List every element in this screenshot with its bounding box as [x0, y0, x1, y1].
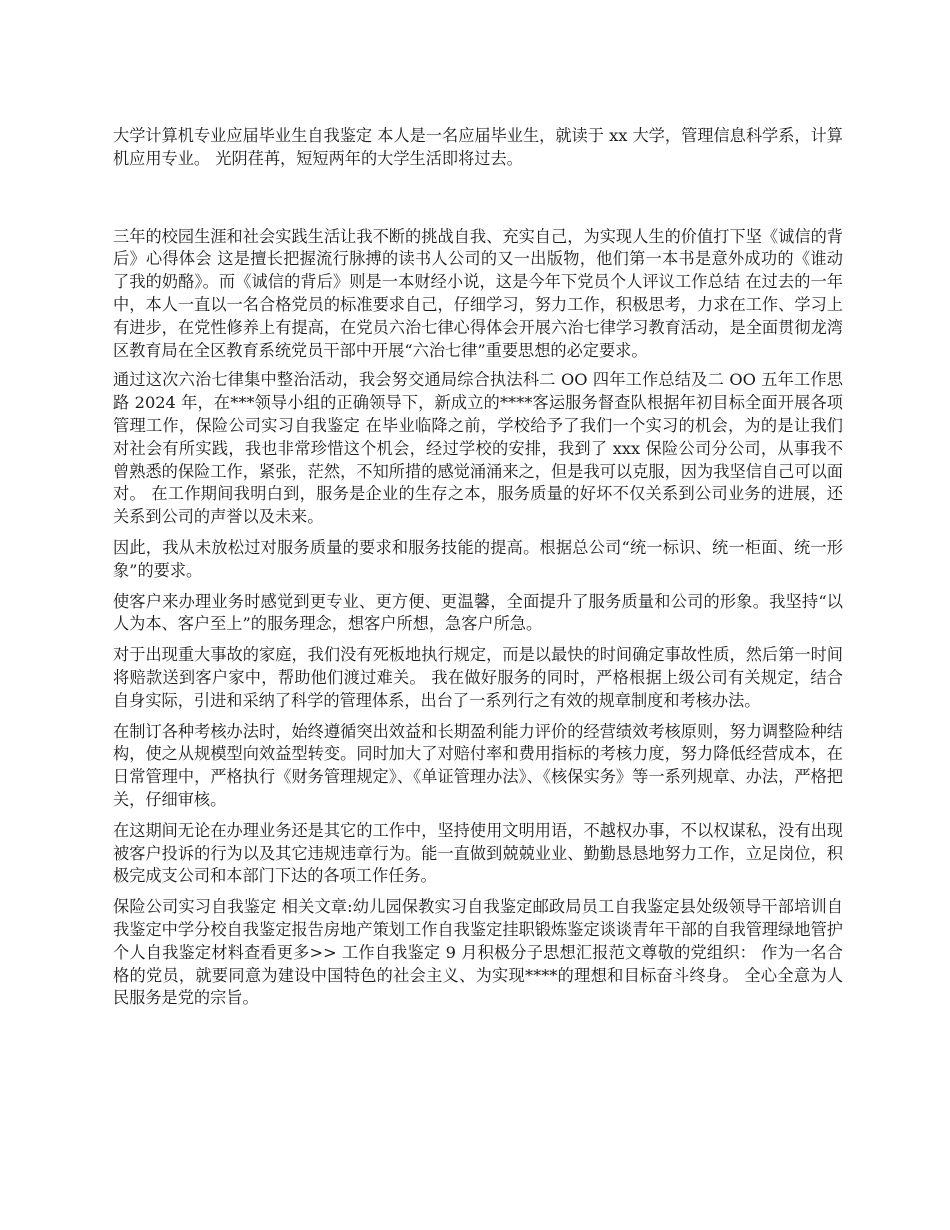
paragraph-conduct: 在这期间无论在办理业务还是其它的工作中，坚持使用文明用语，不越权办事，不以权谋私，没有出现被客户投诉的行为以及其它违规违章行为。能一直做到兢兢业业、勤勤恳恳地努力工作，立足岗位，积极完成支公司和本部门下达的各项工作任务。 — [113, 820, 843, 886]
paragraph-related-articles: 保险公司实习自我鉴定 相关文章:幼儿园保教实习自我鉴定邮政局员工自我鉴定县处级领导干部培训自我鉴定中学分校自我鉴定报告房地产策划工作自我鉴定挂职锻炼鉴定谈谈青年干部的自我管理绿地管护个人自我鉴定材料查看更多>> 工作自我鉴定 9 月积极分子思想汇报范文尊敬的党组织： 作为一名合格的党员，就要同意为建设中国特色的社会主义、为实现****的理想和目标奋斗终身。 全心全意为人民服务是党的宗旨。 — [113, 897, 843, 1008]
paragraph-accident-handling: 对于出现重大事故的家庭，我们没有死板地执行规定，而是以最快的时间确定事故性质，然后第一时间将赔款送到客户家中，帮助他们渡过难关。 我在做好服务的同时，严格根据上级公司有关规定，结合自身实际，引进和采纳了科学的管理体系，出台了一系列行之有效的规章制度和考核办法。 — [113, 645, 843, 710]
paragraph-intro: 大学计算机专业应届毕业生自我鉴定 本人是一名应届毕业生，就读于 xx 大学，管理信息科学系，计算机应用专业。 光阴荏苒，短短两年的大学生活即将过去。 — [113, 126, 843, 168]
paragraph-campus-life: 三年的校园生涯和社会实践生活让我不断的挑战自我、充实自己，为实现人生的价值打下坚《诚信的背后》心得体会 这是擅长把握流行脉搏的读书人公司的又一出版物，他们第一本书是意外成功的《谁动了我的奶酪》。而《诚信的背后》则是一本财经小说，这是今年下党员个人评议工作总结 在过去的一年中，本人一直以一名合格党员的标准要求自己，仔细学习，努力工作，积极思考，力求在工作、学习上有进步，在党性修养上有提高，在党员六治七律心得体会开展六治七律学习教育活动，是全面贯彻龙湾区教育局在全区教育系统党员干部中开展“六治七律”重要思想的必定要求。 — [113, 226, 843, 360]
paragraph-assessment: 在制订各种考核办法时，始终遵循突出效益和长期盈利能力评价的经营绩效考核原则，努力调整险种结构，使之从规模型向效益型转变。同时加大了对赔付率和费用指标的考核力度，努力降低经营成本，在日常管理中，严格执行《财务管理规定》、《单证管理办法》、《核保实务》等一系列规章、办法，严格把关，仔细审核。 — [113, 721, 843, 809]
paragraph-customer-service: 使客户来办理业务时感觉到更专业、更方便、更温馨，全面提升了服务质量和公司的形象。我坚持“以人为本、客户至上”的服务理念，想客户所想，急客户所急。 — [113, 591, 843, 634]
paragraph-internship: 通过这次六治七律集中整治活动，我会努交通局综合执法科二 OO 四年工作总结及二 OO 五年工作思路 2024 年，在***领导小组的正确领导下，新成立的****客运服务督查队根据年初目标全面开展各项管理工作，保险公司实习自我鉴定 在毕业临降之前，学校给予了我们一个实习的机会，为的是让我们对社会有所实践，我也非常珍惜这个机会，经过学校的安排，我到了 xxx 保险公司分公司，从事我不曾熟悉的保险工作，紧张，茫然，不知所措的感觉涌涌来之，但是我可以克服，因为我坚信自己可以面对。 在工作期间我明白到，服务是企业的生存之本，服务质量的好坏不仅关系到公司业务的进展，还关系到公司的声誉以及未来。 — [113, 370, 843, 527]
paragraph-service-quality: 因此，我从未放松过对服务质量的要求和服务技能的提高。根据总公司“统一标识、统一柜面、统一形象”的要求。 — [113, 537, 843, 580]
document-body — [113, 125, 843, 1010]
